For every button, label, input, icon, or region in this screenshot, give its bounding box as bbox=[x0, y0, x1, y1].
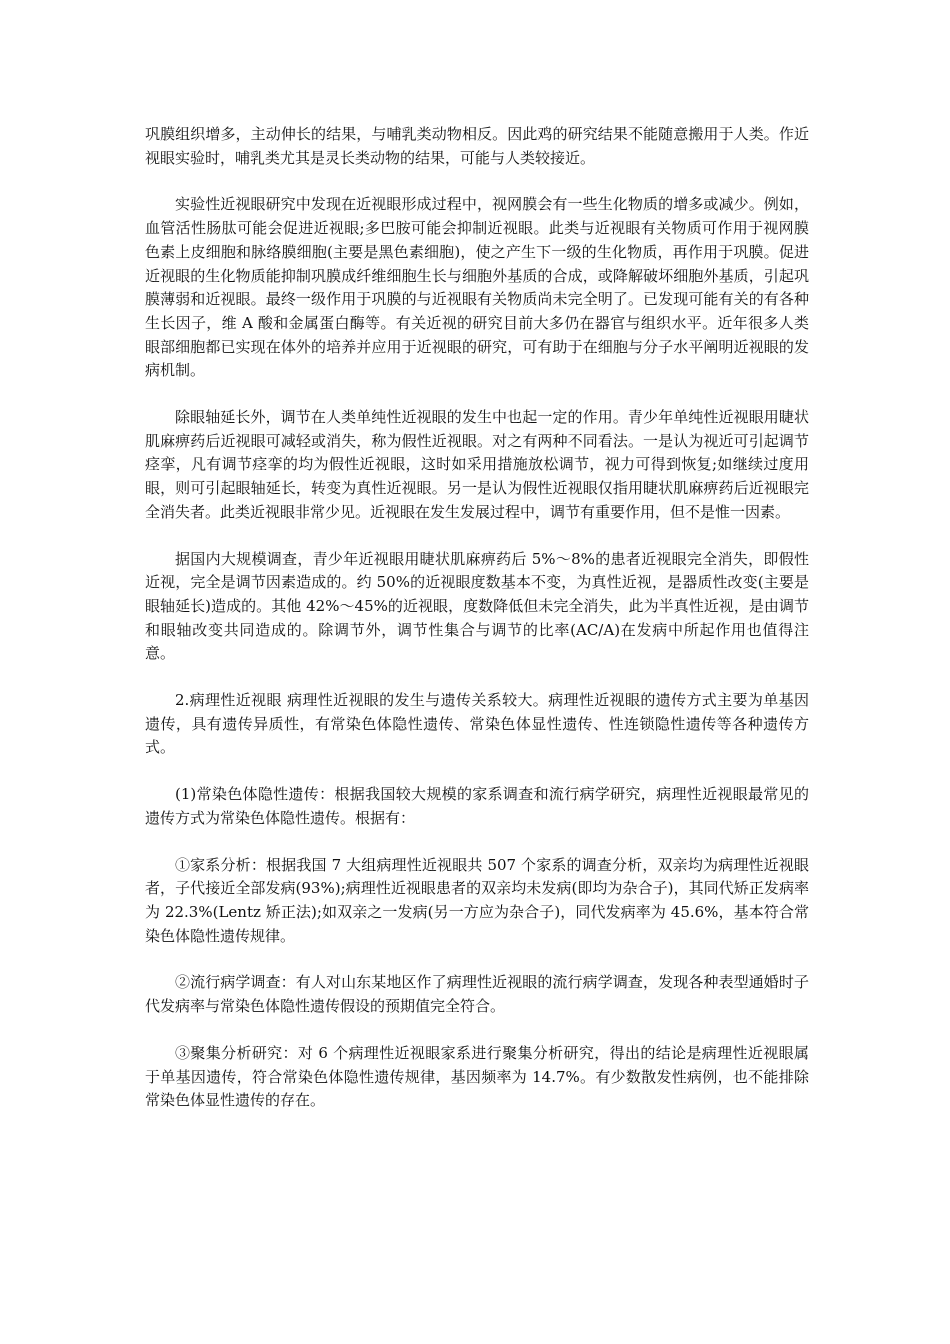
paragraph-family-analysis: ①家系分析：根据我国 7 大组病理性近视眼共 507 个家系的调查分析，双亲均为病理性近视眼者，子代接近全部发病(93%);病理性近视眼患者的双亲均未发病(即均为杂合子)，其同代矫正发病率为 22.3%(Lentz 矫正法);如双亲之一发病(另一方应为杂合子)，同代发病率为 45.6%，基本符合常染色体隐性遗传规律。 bbox=[145, 855, 809, 945]
paragraph-sclera-growth: 巩膜组织增多，主动伸长的结果，与哺乳类动物相反。因此鸡的研究结果不能随意搬用于人类。作近视眼实验时，哺乳类尤其是灵长类动物的结果，可能与人类较接近。 bbox=[145, 125, 809, 167]
paragraph-autosomal-recessive: (1)常染色体隐性遗传：根据我国较大规模的家系调查和流行病学研究，病理性近视眼最常见的遗传方式为常染色体隐性遗传。根据有： bbox=[145, 785, 809, 827]
paragraph-survey-results: 据国内大规模调查，青少年近视眼用睫状肌麻痹药后 5%～8%的患者近视眼完全消失，即假性近视，完全是调节因素造成的。约 50%的近视眼度数基本不变，为真性近视，是器质性改变(主要是眼轴延长)造成的。其他 42%～45%的近视眼，度数降低但未完全消失，此为半真性近视，是由调节和眼轴改变共同造成的。除调节外，调节性集合与调节的比率(AC/A)在发病中所起作用也值得注意。 bbox=[145, 549, 809, 663]
paragraph-pathological-myopia: 2.病理性近视眼 病理性近视眼的发生与遗传关系较大。病理性近视眼的遗传方式主要为单基因遗传，具有遗传异质性，有常染色体隐性遗传、常染色体显性遗传、性连锁隐性遗传等各种遗传方式。 bbox=[145, 691, 809, 757]
paragraph-cluster-analysis: ③聚集分析研究：对 6 个病理性近视眼家系进行聚集分析研究，得出的结论是病理性近视眼属于单基因遗传，符合常染色体隐性遗传规律，基因频率为 14.7%。有少数散发性病例，也不能排除常染色体显性遗传的存在。 bbox=[145, 1043, 809, 1110]
document-page bbox=[145, 123, 809, 1113]
paragraph-accommodation-role: 除眼轴延长外，调节在人类单纯性近视眼的发生中也起一定的作用。青少年单纯性近视眼用睫状肌麻痹药后近视眼可减轻或消失，称为假性近视眼。对之有两种不同看法。一是认为视近可引起调节痉挛，凡有调节痉挛的均为假性近视眼，这时如采用措施放松调节，视力可得到恢复;如继续过度用眼，则可引起眼轴延长，转变为真性近视眼。另一是认为假性近视眼仅指用睫状肌麻痹药后近视眼完全消失者。此类近视眼非常少见。近视眼在发生发展过程中，调节有重要作用，但不是惟一因素。 bbox=[145, 408, 809, 521]
paragraph-biochemical-factors: 实验性近视眼研究中发现在近视眼形成过程中，视网膜会有一些生化物质的增多或减少。例如，血管活性肠肽可能会促进近视眼;多巴胺可能会抑制近视眼。此类与近视眼有关物质可作用于视网膜色素上皮细胞和脉络膜细胞(主要是黑色素细胞)，使之产生下一级的生化物质，再作用于巩膜。促进近视眼的生化物质能抑制巩膜成纤维细胞生长与细胞外基质的合成，或降解破坏细胞外基质，引起巩膜薄弱和近视眼。最终一级作用于巩膜的与近视眼有关物质尚未完全明了。已发现可能有关的有各种生长因子，维 A 酸和金属蛋白酶等。有关近视的研究目前大多仍在器官与组织水平。近年很多人类眼部细胞都已实现在体外的培养并应用于近视眼的研究，可有助于在细胞与分子水平阐明近视眼的发病机制。 bbox=[145, 195, 809, 380]
paragraph-epidemiology: ②流行病学调查：有人对山东某地区作了病理性近视眼的流行病学调查，发现各种表型通婚时子代发病率与常染色体隐性遗传假设的预期值完全符合。 bbox=[145, 973, 809, 1016]
